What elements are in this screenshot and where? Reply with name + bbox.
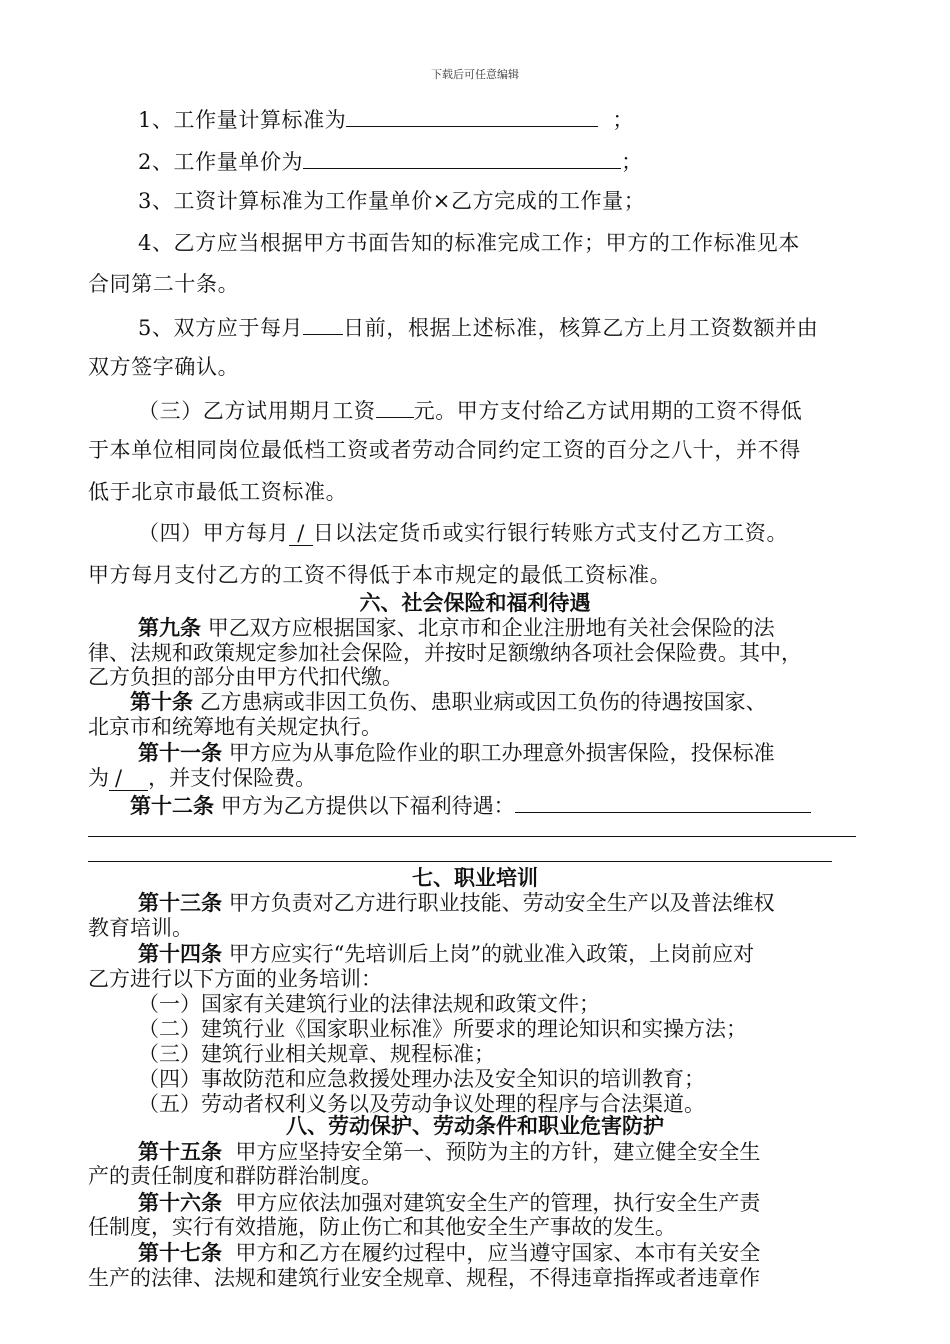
blank-line — [88, 836, 856, 837]
section-8-title: 八、劳动保护、劳动条件和职业危害防护 — [286, 1113, 664, 1138]
blank-underline — [303, 148, 621, 169]
blank-underline — [303, 314, 343, 335]
article-14-line-1: 第十四条 甲方应实行“先培训后上岗”的就业准入政策，上岗前应对 — [138, 941, 755, 966]
article-14-line-2: 乙方进行以下方面的业务培训： — [88, 967, 382, 991]
blank-underline — [346, 106, 598, 127]
para-4-line-b: 甲方每月支付乙方的工资不得低于本市规定的最低工资标准。 — [88, 563, 672, 587]
page-header: 下载后可任意编辑 — [431, 68, 519, 81]
para-3-line-c: 低于北京市最低工资标准。 — [88, 480, 348, 504]
section-7-title: 七、职业培训 — [412, 865, 538, 890]
list-item: （四）事故防范和应急救援处理办法及安全知识的培训教育； — [138, 1067, 705, 1091]
clause-line-4b: 合同第二十条。 — [88, 272, 240, 296]
blank-underline — [376, 397, 414, 418]
para-4-line-a: （四）甲方每月 / 日以法定货币或实行银行转账方式支付乙方工资。 — [138, 521, 789, 545]
article-9-line-2: 律、法规和政策规定参加社会保险，并按时足额缴纳各项社会保险费。其中， — [88, 641, 802, 665]
list-item: （五）劳动者权利义务以及劳动争议处理的程序与合法渠道。 — [138, 1092, 705, 1116]
list-item: （三）建筑行业相关规章、规程标准； — [138, 1042, 495, 1066]
clause-line-5a: 5、双方应于每月 日前，根据上述标准，核算乙方上月工资数额并由 — [138, 316, 819, 340]
clause-line-5b: 双方签字确认。 — [88, 355, 240, 379]
para-3-line-b: 于本单位相同岗位最低档工资或者劳动合同约定工资的百分之八十，并不得 — [88, 438, 801, 462]
article-15-line-2: 产的责任制度和群防群治制度。 — [88, 1164, 382, 1188]
article-13-line-1: 第十三条 甲方负责对乙方进行职业技能、劳动安全生产以及普法维权 — [138, 890, 775, 915]
article-16-line-1: 第十六条 甲方应依法加强对建筑安全生产的管理，执行安全生产责 — [138, 1190, 761, 1215]
article-16-line-2: 任制度，实行有效措施，防止伤亡和其他安全生产事故的发生。 — [88, 1215, 676, 1239]
section-6-title: 六、社会保险和福利待遇 — [359, 590, 591, 615]
list-item: （二）建筑行业《国家职业标准》所要求的理论知识和实操方法； — [138, 1017, 747, 1041]
article-17-line-2: 生产的法律、法规和建筑行业安全规章、规程，不得违章指挥或者违章作 — [88, 1266, 760, 1290]
article-11-line-2: 为 / ，并支付保险费。 — [88, 766, 317, 790]
article-17-line-1: 第十七条 甲方和乙方在履约过程中，应当遵守国家、本市有关安全 — [138, 1240, 761, 1265]
article-15-line-1: 第十五条 甲方应坚持安全第一、预防为主的方针，建立健全安全生 — [138, 1139, 761, 1164]
blank-underline — [515, 792, 811, 813]
para-3-line-a: （三）乙方试用期月工资 元。甲方支付给乙方试用期的工资不得低 — [138, 399, 803, 423]
article-13-line-2: 教育培训。 — [88, 916, 193, 940]
article-10-line-2: 北京市和统筹地有关规定执行。 — [88, 715, 382, 739]
clause-line-1: 1、工作量计算标准为 ； — [138, 108, 634, 132]
clause-line-2: 2、工作量单价为 ； — [138, 150, 643, 174]
article-12-line-1: 第十二条 甲方为乙方提供以下福利待遇： — [130, 792, 811, 818]
clause-line-3: 3、工资计算标准为工作量单价×乙方完成的工作量； — [138, 189, 646, 213]
clause-line-4a: 4、乙方应当根据甲方书面告知的标准完成工作；甲方的工作标准见本 — [138, 231, 800, 255]
article-10-line-1: 第十条 乙方患病或非因工负伤、患职业病或因工负伤的待遇按国家、 — [130, 689, 767, 714]
article-11-line-1: 第十一条 甲方应为从事危险作业的职工办理意外损害保险，投保标准 — [138, 740, 775, 765]
list-item: （一）国家有关建筑行业的法律法规和政策文件； — [138, 992, 600, 1016]
article-9-line-1: 第九条 甲乙双方应根据国家、北京市和企业注册地有关社会保险的法 — [138, 615, 775, 640]
blank-line — [88, 861, 832, 862]
article-9-line-3: 乙方负担的部分由甲方代扣代缴。 — [88, 665, 403, 689]
